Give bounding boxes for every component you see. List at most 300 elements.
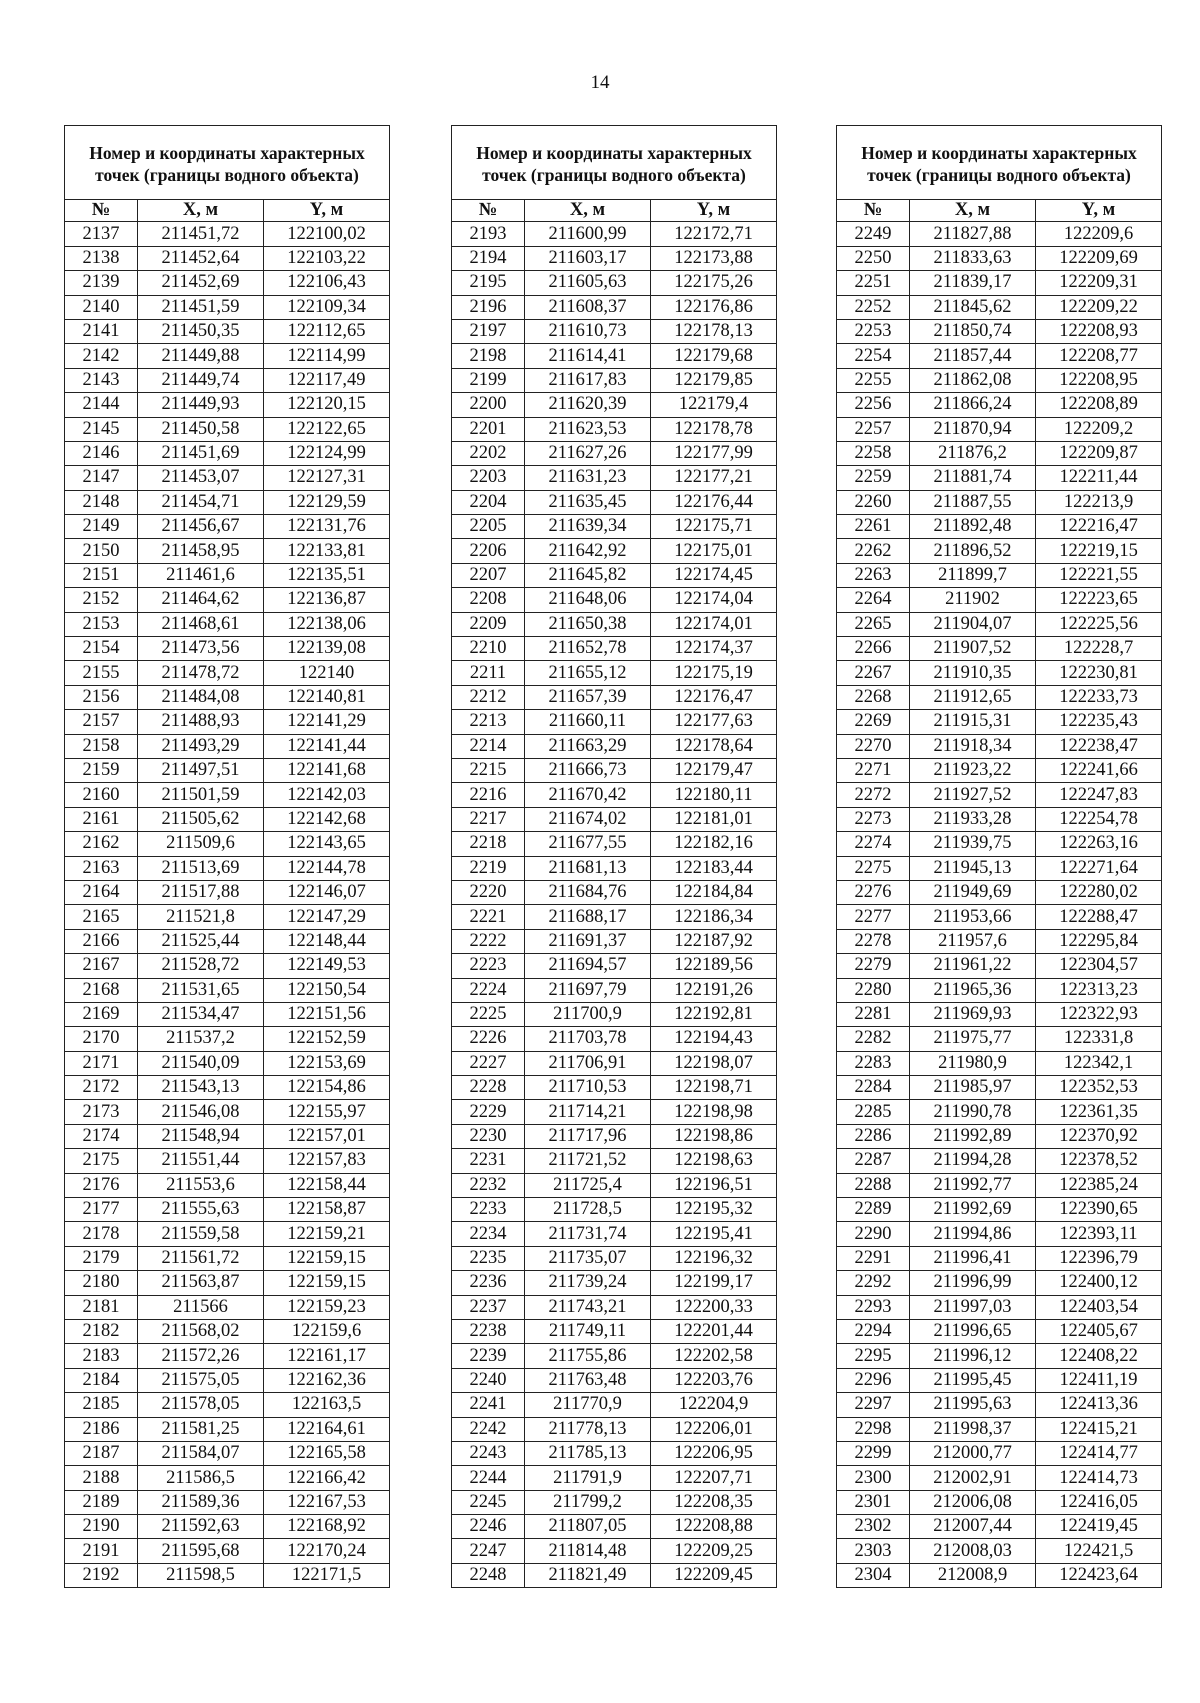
table-row: [452, 1515, 777, 1539]
table-row: [837, 612, 1162, 636]
y-coordinate-cell: 122177,21: [651, 466, 777, 490]
y-coordinate-cell: 122159,15: [264, 1246, 390, 1270]
table-row: [65, 1466, 390, 1490]
y-coordinate-cell: 122194,43: [651, 1027, 777, 1051]
x-coordinate-cell: 211505,62: [138, 807, 264, 831]
table-row: [837, 368, 1162, 392]
x-coordinate-cell: 211731,74: [525, 1222, 651, 1246]
x-coordinate-cell: 211681,13: [525, 856, 651, 880]
x-coordinate-cell: 211739,24: [525, 1271, 651, 1295]
point-number-cell: 2160: [65, 783, 138, 807]
table-row: [452, 1198, 777, 1222]
y-coordinate-cell: 122254,78: [1036, 807, 1162, 831]
point-number-cell: 2200: [452, 393, 525, 417]
table-row: [837, 807, 1162, 831]
point-number-cell: 2202: [452, 441, 525, 465]
x-coordinate-cell: 211691,37: [525, 929, 651, 953]
y-coordinate-cell: 122400,12: [1036, 1271, 1162, 1295]
y-coordinate-cell: 122191,26: [651, 978, 777, 1002]
y-coordinate-cell: 122140: [264, 661, 390, 685]
y-coordinate-cell: 122219,15: [1036, 539, 1162, 563]
x-coordinate-cell: 211449,88: [138, 344, 264, 368]
y-coordinate-cell: 122112,65: [264, 319, 390, 343]
point-number-cell: 2294: [837, 1319, 910, 1343]
table-row: [65, 222, 390, 246]
table-row: [837, 563, 1162, 587]
point-number-cell: 2158: [65, 734, 138, 758]
y-coordinate-cell: 122159,15: [264, 1271, 390, 1295]
y-coordinate-cell: 122150,54: [264, 978, 390, 1002]
y-coordinate-cell: 122162,36: [264, 1368, 390, 1392]
y-coordinate-cell: 122213,9: [1036, 490, 1162, 514]
table-row: [452, 368, 777, 392]
point-number-cell: 2186: [65, 1417, 138, 1441]
y-coordinate-cell: 122208,77: [1036, 344, 1162, 368]
point-number-cell: 2233: [452, 1198, 525, 1222]
table-row: [452, 1539, 777, 1563]
point-number-cell: 2187: [65, 1441, 138, 1465]
x-coordinate-cell: 211927,52: [910, 783, 1036, 807]
point-number-cell: 2251: [837, 271, 910, 295]
table-row: [65, 441, 390, 465]
x-coordinate-cell: 211997,03: [910, 1295, 1036, 1319]
x-coordinate-cell: 211451,59: [138, 295, 264, 319]
y-coordinate-cell: 122216,47: [1036, 515, 1162, 539]
y-coordinate-cell: 122390,65: [1036, 1198, 1162, 1222]
x-coordinate-cell: 211862,08: [910, 368, 1036, 392]
x-coordinate-cell: 211714,21: [525, 1100, 651, 1124]
y-coordinate-cell: 122149,53: [264, 954, 390, 978]
point-number-cell: 2276: [837, 880, 910, 904]
point-number-cell: 2206: [452, 539, 525, 563]
x-coordinate-cell: 211450,35: [138, 319, 264, 343]
table-row: [837, 1563, 1162, 1587]
x-coordinate-cell: 211497,51: [138, 758, 264, 782]
x-coordinate-cell: 211992,69: [910, 1198, 1036, 1222]
point-number-cell: 2260: [837, 490, 910, 514]
y-coordinate-cell: 122174,45: [651, 563, 777, 587]
point-number-cell: 2264: [837, 588, 910, 612]
point-number-cell: 2296: [837, 1368, 910, 1392]
x-coordinate-cell: 211807,05: [525, 1515, 651, 1539]
point-number-cell: 2204: [452, 490, 525, 514]
y-coordinate-cell: 122141,68: [264, 758, 390, 782]
point-number-cell: 2141: [65, 319, 138, 343]
table-row: [452, 1124, 777, 1148]
table-row: [837, 734, 1162, 758]
y-coordinate-cell: 122322,93: [1036, 1002, 1162, 1026]
x-coordinate-cell: 211725,4: [525, 1173, 651, 1197]
column-header-y: Y, м: [1036, 200, 1162, 222]
table-row: [65, 1027, 390, 1051]
y-coordinate-cell: 122174,01: [651, 612, 777, 636]
table-row: [65, 1417, 390, 1441]
x-coordinate-cell: 211912,65: [910, 685, 1036, 709]
table-row: [452, 563, 777, 587]
point-number-cell: 2239: [452, 1344, 525, 1368]
x-coordinate-cell: 211484,08: [138, 685, 264, 709]
x-coordinate-cell: 211581,25: [138, 1417, 264, 1441]
y-coordinate-cell: 122209,6: [1036, 222, 1162, 246]
point-number-cell: 2224: [452, 978, 525, 1002]
x-coordinate-cell: 211896,52: [910, 539, 1036, 563]
y-coordinate-cell: 122208,88: [651, 1515, 777, 1539]
y-coordinate-cell: 122238,47: [1036, 734, 1162, 758]
y-coordinate-cell: 122141,44: [264, 734, 390, 758]
x-coordinate-cell: 211866,24: [910, 393, 1036, 417]
point-number-cell: 2214: [452, 734, 525, 758]
x-coordinate-cell: 211770,9: [525, 1393, 651, 1417]
table-row: [837, 588, 1162, 612]
table-row: [65, 1051, 390, 1075]
x-coordinate-cell: 211666,73: [525, 758, 651, 782]
x-coordinate-cell: 211534,47: [138, 1002, 264, 1026]
y-coordinate-cell: 122176,44: [651, 490, 777, 514]
table-row: [452, 856, 777, 880]
table-row: [837, 1393, 1162, 1417]
point-number-cell: 2164: [65, 880, 138, 904]
y-coordinate-cell: 122159,6: [264, 1319, 390, 1343]
table-row: [452, 1149, 777, 1173]
table-row: [837, 539, 1162, 563]
x-coordinate-cell: 211985,97: [910, 1076, 1036, 1100]
table-row: [837, 880, 1162, 904]
y-coordinate-cell: 122201,44: [651, 1319, 777, 1343]
x-coordinate-cell: 211537,2: [138, 1027, 264, 1051]
x-coordinate-cell: 211961,22: [910, 954, 1036, 978]
x-coordinate-cell: 211595,68: [138, 1539, 264, 1563]
table-row: [837, 1319, 1162, 1343]
table-row: [452, 417, 777, 441]
y-coordinate-cell: 122209,87: [1036, 441, 1162, 465]
y-coordinate-cell: 122173,88: [651, 246, 777, 270]
table-row: [837, 515, 1162, 539]
table-row: [452, 393, 777, 417]
point-number-cell: 2209: [452, 612, 525, 636]
y-coordinate-cell: 122182,16: [651, 832, 777, 856]
x-coordinate-cell: 211721,52: [525, 1149, 651, 1173]
x-coordinate-cell: 211904,07: [910, 612, 1036, 636]
table-row: [65, 661, 390, 685]
point-number-cell: 2194: [452, 246, 525, 270]
table-row: [65, 1539, 390, 1563]
table-row: [452, 1002, 777, 1026]
point-number-cell: 2157: [65, 710, 138, 734]
y-coordinate-cell: 122117,49: [264, 368, 390, 392]
column-header-number: №: [65, 200, 138, 222]
x-coordinate-cell: 211631,23: [525, 466, 651, 490]
x-coordinate-cell: 211915,31: [910, 710, 1036, 734]
point-number-cell: 2281: [837, 1002, 910, 1026]
y-coordinate-cell: 122175,01: [651, 539, 777, 563]
point-number-cell: 2256: [837, 393, 910, 417]
y-coordinate-cell: 122139,08: [264, 637, 390, 661]
y-coordinate-cell: 122179,68: [651, 344, 777, 368]
table-row: [452, 978, 777, 1002]
y-coordinate-cell: 122342,1: [1036, 1051, 1162, 1075]
x-coordinate-cell: 211540,09: [138, 1051, 264, 1075]
table-row: [65, 758, 390, 782]
y-coordinate-cell: 122174,37: [651, 637, 777, 661]
point-number-cell: 2268: [837, 685, 910, 709]
table-row: [452, 1368, 777, 1392]
y-coordinate-cell: 122143,65: [264, 832, 390, 856]
table-row: [65, 710, 390, 734]
table-row: [837, 685, 1162, 709]
point-number-cell: 2291: [837, 1246, 910, 1270]
point-number-cell: 2155: [65, 661, 138, 685]
y-coordinate-cell: 122170,24: [264, 1539, 390, 1563]
point-number-cell: 2152: [65, 588, 138, 612]
x-coordinate-cell: 211857,44: [910, 344, 1036, 368]
y-coordinate-cell: 122131,76: [264, 515, 390, 539]
point-number-cell: 2137: [65, 222, 138, 246]
x-coordinate-cell: 211735,07: [525, 1246, 651, 1270]
point-number-cell: 2218: [452, 832, 525, 856]
table-row: [837, 417, 1162, 441]
point-number-cell: 2172: [65, 1076, 138, 1100]
y-coordinate-cell: 122195,41: [651, 1222, 777, 1246]
point-number-cell: 2191: [65, 1539, 138, 1563]
x-coordinate-cell: 211918,34: [910, 734, 1036, 758]
point-number-cell: 2230: [452, 1124, 525, 1148]
point-number-cell: 2247: [452, 1539, 525, 1563]
x-coordinate-cell: 211995,63: [910, 1393, 1036, 1417]
point-number-cell: 2179: [65, 1246, 138, 1270]
table-title: Номер и координаты характерных точек (границы водного объекта): [65, 126, 390, 200]
table-row: [837, 783, 1162, 807]
y-coordinate-cell: 122161,17: [264, 1344, 390, 1368]
y-coordinate-cell: 122209,45: [651, 1563, 777, 1587]
x-coordinate-cell: 212008,03: [910, 1539, 1036, 1563]
point-number-cell: 2244: [452, 1466, 525, 1490]
table-row: [452, 1319, 777, 1343]
point-number-cell: 2176: [65, 1173, 138, 1197]
x-coordinate-cell: 211623,53: [525, 417, 651, 441]
point-number-cell: 2228: [452, 1076, 525, 1100]
point-number-cell: 2211: [452, 661, 525, 685]
table-row: [452, 807, 777, 831]
point-number-cell: 2149: [65, 515, 138, 539]
x-coordinate-cell: 211965,36: [910, 978, 1036, 1002]
y-coordinate-cell: 122176,86: [651, 295, 777, 319]
point-number-cell: 2162: [65, 832, 138, 856]
x-coordinate-cell: 211468,61: [138, 612, 264, 636]
x-coordinate-cell: 211728,5: [525, 1198, 651, 1222]
point-number-cell: 2175: [65, 1149, 138, 1173]
point-number-cell: 2289: [837, 1198, 910, 1222]
x-coordinate-cell: 211870,94: [910, 417, 1036, 441]
x-coordinate-cell: 211461,6: [138, 563, 264, 587]
point-number-cell: 2270: [837, 734, 910, 758]
y-coordinate-cell: 122189,56: [651, 954, 777, 978]
x-coordinate-cell: 211902: [910, 588, 1036, 612]
y-coordinate-cell: 122184,84: [651, 880, 777, 904]
point-number-cell: 2266: [837, 637, 910, 661]
x-coordinate-cell: 211949,69: [910, 880, 1036, 904]
y-coordinate-cell: 122181,01: [651, 807, 777, 831]
y-coordinate-cell: 122396,79: [1036, 1246, 1162, 1270]
y-coordinate-cell: 122208,95: [1036, 368, 1162, 392]
x-coordinate-cell: 211566: [138, 1295, 264, 1319]
table-row: [65, 1393, 390, 1417]
y-coordinate-cell: 122138,06: [264, 612, 390, 636]
y-coordinate-cell: 122206,01: [651, 1417, 777, 1441]
y-coordinate-cell: 122361,35: [1036, 1100, 1162, 1124]
y-coordinate-cell: 122271,64: [1036, 856, 1162, 880]
table-row: [837, 1222, 1162, 1246]
table-row: [65, 905, 390, 929]
y-coordinate-cell: 122241,66: [1036, 758, 1162, 782]
y-coordinate-cell: 122263,16: [1036, 832, 1162, 856]
table-row: [65, 1344, 390, 1368]
table-row: [65, 246, 390, 270]
table-row: [837, 1002, 1162, 1026]
x-coordinate-cell: 211553,6: [138, 1173, 264, 1197]
table-row: [452, 954, 777, 978]
point-number-cell: 2286: [837, 1124, 910, 1148]
x-coordinate-cell: 211450,58: [138, 417, 264, 441]
point-number-cell: 2242: [452, 1417, 525, 1441]
y-coordinate-cell: 122225,56: [1036, 612, 1162, 636]
point-number-cell: 2284: [837, 1076, 910, 1100]
y-coordinate-cell: 122288,47: [1036, 905, 1162, 929]
point-number-cell: 2197: [452, 319, 525, 343]
y-coordinate-cell: 122159,23: [264, 1295, 390, 1319]
x-coordinate-cell: 211452,64: [138, 246, 264, 270]
point-number-cell: 2261: [837, 515, 910, 539]
y-coordinate-cell: 122405,67: [1036, 1319, 1162, 1343]
column-header-number: №: [837, 200, 910, 222]
table-row: [452, 1076, 777, 1100]
y-coordinate-cell: 122211,44: [1036, 466, 1162, 490]
point-number-cell: 2282: [837, 1027, 910, 1051]
point-number-cell: 2290: [837, 1222, 910, 1246]
x-coordinate-cell: 211700,9: [525, 1002, 651, 1026]
point-number-cell: 2220: [452, 880, 525, 904]
table-row: [452, 490, 777, 514]
y-coordinate-cell: 122198,71: [651, 1076, 777, 1100]
table-row: [65, 783, 390, 807]
coordinates-table-2: [451, 125, 777, 1588]
table-row: [65, 319, 390, 343]
point-number-cell: 2173: [65, 1100, 138, 1124]
x-coordinate-cell: 211592,63: [138, 1515, 264, 1539]
x-coordinate-cell: 211677,55: [525, 832, 651, 856]
x-coordinate-cell: 211778,13: [525, 1417, 651, 1441]
point-number-cell: 2142: [65, 344, 138, 368]
point-number-cell: 2303: [837, 1539, 910, 1563]
point-number-cell: 2145: [65, 417, 138, 441]
table-row: [837, 1466, 1162, 1490]
point-number-cell: 2146: [65, 441, 138, 465]
x-coordinate-cell: 211694,57: [525, 954, 651, 978]
y-coordinate-cell: 122209,25: [651, 1539, 777, 1563]
point-number-cell: 2267: [837, 661, 910, 685]
y-coordinate-cell: 122157,01: [264, 1124, 390, 1148]
y-coordinate-cell: 122416,05: [1036, 1490, 1162, 1514]
x-coordinate-cell: 211531,65: [138, 978, 264, 1002]
coordinates-table-1: [64, 125, 390, 1588]
table-title: Номер и координаты характерных точек (границы водного объекта): [837, 126, 1162, 200]
x-coordinate-cell: 211688,17: [525, 905, 651, 929]
point-number-cell: 2304: [837, 1563, 910, 1587]
x-coordinate-cell: 211899,7: [910, 563, 1036, 587]
y-coordinate-cell: 122370,92: [1036, 1124, 1162, 1148]
table-row: [65, 1124, 390, 1148]
table-row: [65, 1441, 390, 1465]
y-coordinate-cell: 122106,43: [264, 271, 390, 295]
y-coordinate-cell: 122196,32: [651, 1246, 777, 1270]
point-number-cell: 2213: [452, 710, 525, 734]
x-coordinate-cell: 211706,91: [525, 1051, 651, 1075]
y-coordinate-cell: 122124,99: [264, 441, 390, 465]
point-number-cell: 2272: [837, 783, 910, 807]
table-row: [65, 1222, 390, 1246]
y-coordinate-cell: 122175,71: [651, 515, 777, 539]
y-coordinate-cell: 122140,81: [264, 685, 390, 709]
table-row: [65, 466, 390, 490]
y-coordinate-cell: 122233,73: [1036, 685, 1162, 709]
x-coordinate-cell: 211827,88: [910, 222, 1036, 246]
point-number-cell: 2302: [837, 1515, 910, 1539]
x-coordinate-cell: 211957,6: [910, 929, 1036, 953]
y-coordinate-cell: 122142,68: [264, 807, 390, 831]
x-coordinate-cell: 211660,11: [525, 710, 651, 734]
y-coordinate-cell: 122208,89: [1036, 393, 1162, 417]
column-header-y: Y, м: [651, 200, 777, 222]
y-coordinate-cell: 122421,5: [1036, 1539, 1162, 1563]
x-coordinate-cell: 211648,06: [525, 588, 651, 612]
x-coordinate-cell: 211845,62: [910, 295, 1036, 319]
point-number-cell: 2235: [452, 1246, 525, 1270]
x-coordinate-cell: 211969,93: [910, 1002, 1036, 1026]
table-row: [452, 1100, 777, 1124]
y-coordinate-cell: 122183,44: [651, 856, 777, 880]
table-row: [65, 1271, 390, 1295]
x-coordinate-cell: 211525,44: [138, 929, 264, 953]
table-row: [452, 1393, 777, 1417]
point-number-cell: 2237: [452, 1295, 525, 1319]
point-number-cell: 2193: [452, 222, 525, 246]
table-row: [837, 1539, 1162, 1563]
table-row: [452, 246, 777, 270]
table-row: [837, 466, 1162, 490]
table-row: [837, 1271, 1162, 1295]
x-coordinate-cell: 211743,21: [525, 1295, 651, 1319]
y-coordinate-cell: 122199,17: [651, 1271, 777, 1295]
y-coordinate-cell: 122142,03: [264, 783, 390, 807]
table-row: [837, 1173, 1162, 1197]
table-row: [65, 929, 390, 953]
point-number-cell: 2297: [837, 1393, 910, 1417]
point-number-cell: 2262: [837, 539, 910, 563]
table-row: [452, 1466, 777, 1490]
table-row: [452, 1490, 777, 1514]
x-coordinate-cell: 211992,89: [910, 1124, 1036, 1148]
x-coordinate-cell: 211887,55: [910, 490, 1036, 514]
table-row: [837, 1295, 1162, 1319]
point-number-cell: 2221: [452, 905, 525, 929]
point-number-cell: 2254: [837, 344, 910, 368]
table-row: [65, 417, 390, 441]
x-coordinate-cell: 211456,67: [138, 515, 264, 539]
point-number-cell: 2165: [65, 905, 138, 929]
table-row: [452, 539, 777, 563]
point-number-cell: 2253: [837, 319, 910, 343]
x-coordinate-cell: 211610,73: [525, 319, 651, 343]
point-number-cell: 2188: [65, 1466, 138, 1490]
